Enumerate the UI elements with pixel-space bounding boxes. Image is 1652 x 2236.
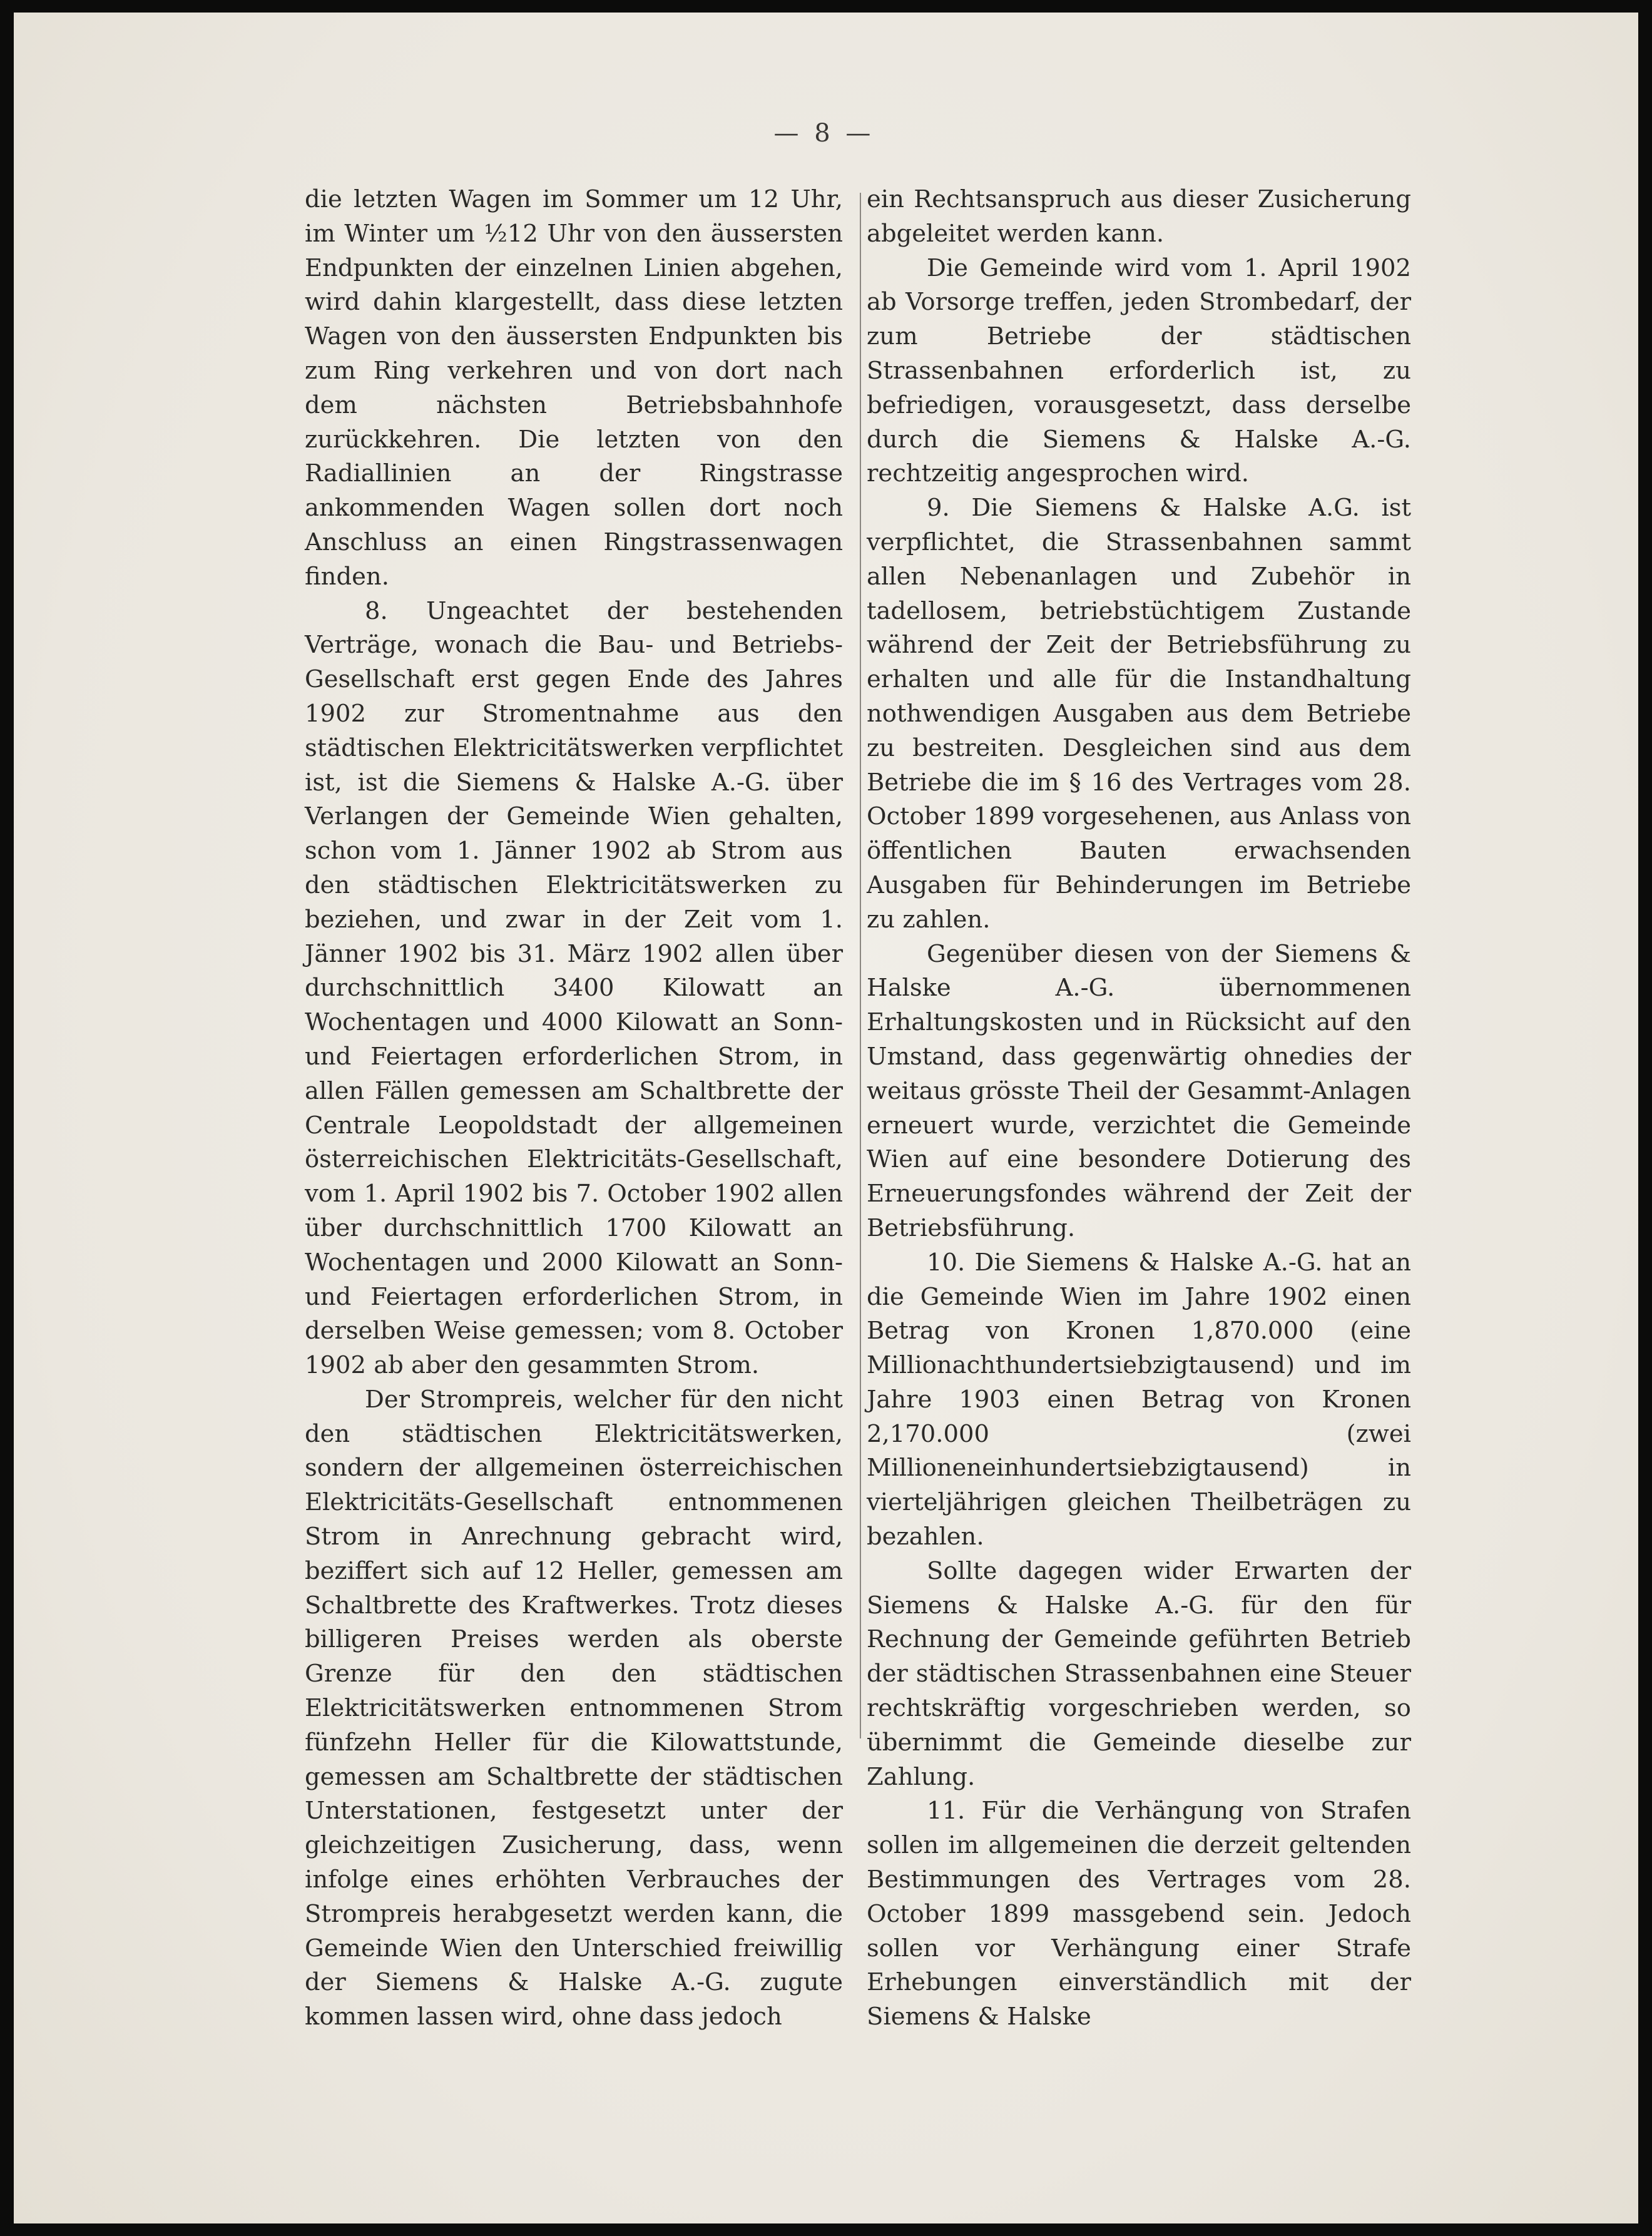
- document-page: [14, 13, 1638, 2223]
- page-number: — 8 —: [773, 119, 875, 148]
- paragraph: 8. Ungeachtet der bestehenden Verträge, wonach die Bau- und Betriebs-Gesellschaft erst gegen Ende des Jahres 1902 zur Stromentnahme aus den städtischen Elektricitätswerken verpflichtet ist, ist die Siemens & Halske A.-G. über Verlangen der Gemeinde Wien gehalten, schon vom 1. Jänner 1902 ab Strom aus den städtischen Elektricitätswerken zu beziehen, und zwar in der Zeit vom 1. Jänner 1902 bis 31. März 1902 allen über durchschnittlich 3400 Kilowatt an Wochentagen und 4000 Kilowatt an Sonn- und Feiertagen erforderlichen Strom, in allen Fällen gemessen am Schaltbrette der Centrale Leopoldstadt der allgemeinen österreichischen Elektricitäts-Gesellschaft, vom 1. April 1902 bis 7. October 1902 allen über durchschnittlich 1700 Kilowatt an Wochentagen und 2000 Kilowatt an Sonn- und Feiertagen erforderlichen Strom, in derselben Weise gemessen; vom 8. October 1902 ab aber den gesammten Strom.: [305, 596, 843, 1380]
- paragraph: ein Rechtsanspruch aus dieser Zusicherung abgeleitet werden kann.: [867, 185, 1411, 248]
- paragraph: Gegenüber diesen von der Siemens & Halske A.-G. übernommenen Erhaltungskosten und in Rücksicht auf den Umstand, dass gegenwärtig ohnedies der weitaus grösste Theil der Gesammt-Anlagen erneuert wurde, verzichtet die Gemeinde Wien auf eine besondere Dotierung des Erneuerungsfondes während der Zeit der Betriebsführung.: [867, 939, 1411, 1242]
- paragraph: Der Strompreis, welcher für den nicht den städtischen Elektricitätswerken, sondern der allgemeinen österreichischen Elektricitäts-Gesellschaft entnommenen Strom in Anrechnung gebracht wird, beziffert sich auf 12 Heller, gemessen am Schaltbrette des Kraftwerkes. Trotz dieses billigeren Preises werden als oberste Grenze für den den städtischen Elektricitätswerken entnommenen Strom fünfzehn Heller für die Kilowattstunde, gemessen am Schaltbrette der städtischen Unterstationen, festgesetzt unter der gleichzeitigen Zusicherung, dass, wenn infolge eines erhöhten Verbrauches der Strompreis herabgesetzt werden kann, die Gemeinde Wien den Unterschied freiwillig der Siemens & Halske A.-G. zugute kommen lassen wird, ohne dass jedoch: [305, 1385, 843, 2031]
- paragraph: 9. Die Siemens & Halske A.G. ist verpflichtet, die Strassenbahnen sammt allen Nebenanlagen und Zubehör in tadellosem, betriebstüchtigem Zustande während der Zeit der Betriebsführung zu erhalten und alle für die Instandhaltung nothwendigen Ausgaben aus dem Betriebe zu bestreiten. Desgleichen sind aus dem Betriebe die im § 16 des Vertrages vom 28. October 1899 vorgesehenen, aus Anlass von öffentlichen Bauten erwachsenden Ausgaben für Behinderungen im Betriebe zu zahlen.: [867, 494, 1411, 934]
- left-column: [305, 183, 843, 2034]
- paragraph: 10. Die Siemens & Halske A.-G. hat an die Gemeinde Wien im Jahre 1902 einen Betrag von Kronen 1,870.000 (eine Millionachthundertsiebzigtausend) und im Jahre 1903 einen Betrag von Kronen 2,170.000 (zwei Millioneneinhundertsiebzigtausend) in vierteljährigen gleichen Theilbeträgen zu bezahlen.: [867, 1248, 1411, 1551]
- paragraph: Die Gemeinde wird vom 1. April 1902 ab Vorsorge treffen, jeden Strombedarf, der zum Betriebe der städtischen Strassenbahnen erforderlich ist, zu befriedigen, vorausgesetzt, dass derselbe durch die Siemens & Halske A.-G. rechtzeitig angesprochen wird.: [867, 253, 1411, 488]
- paragraph: 11. Für die Verhängung von Strafen sollen im allgemeinen die derzeit geltenden Bestimmungen des Vertrages vom 28. October 1899 massgebend sein. Jedoch sollen vor Verhängung einer Strafe Erhebungen einverständlich mit der Siemens & Halske: [867, 1797, 1411, 2031]
- right-column: [867, 183, 1411, 2034]
- paragraph: die letzten Wagen im Sommer um 12 Uhr, im Winter um ½12 Uhr von den äussersten Endpunkten der einzelnen Linien abgehen, wird dahin klargestellt, dass diese letzten Wagen von den äussersten Endpunkten bis zum Ring verkehren und von dort nach dem nächsten Betriebsbahnhofe zurückkehren. Die letzten von den Radiallinien an der Ringstrasse ankommenden Wagen sollen dort noch Anschluss an einen Ringstrassenwagen finden.: [305, 185, 843, 591]
- column-divider: [860, 193, 861, 1738]
- paragraph: Sollte dagegen wider Erwarten der Siemens & Halske A.-G. für den für Rechnung der Gemeinde geführten Betrieb der städtischen Strassenbahnen eine Steuer rechtskräftig vorgeschrieben werden, so übernimmt die Gemeinde dieselbe zur Zahlung.: [867, 1556, 1411, 1791]
